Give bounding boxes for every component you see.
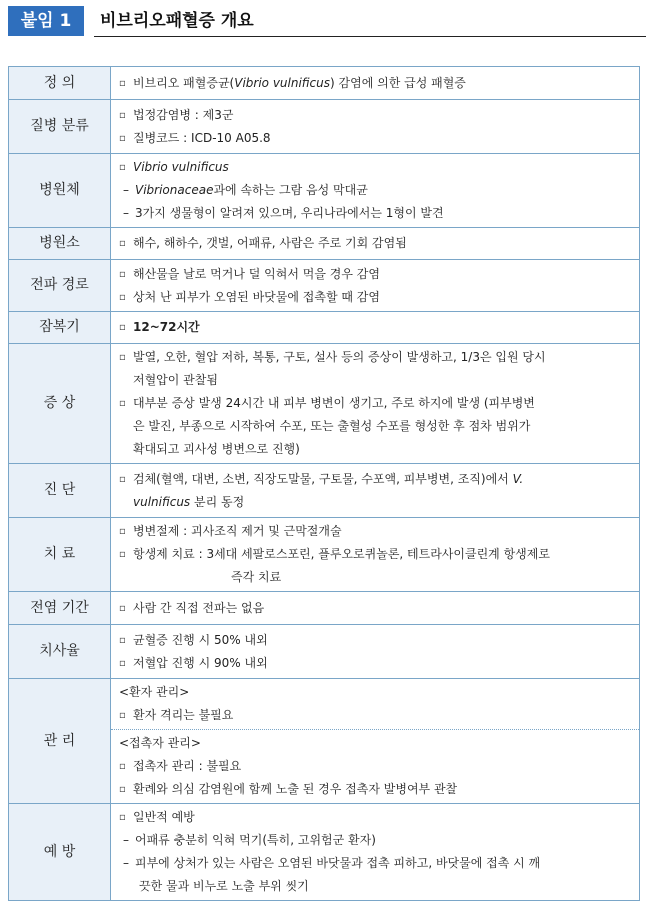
row-pathogen xyxy=(9,154,640,228)
content-contagious: ▫ 사람 간 직접 전파는 없음 xyxy=(111,592,640,625)
label-incubation: 잠복기 xyxy=(9,312,111,344)
row-transmission xyxy=(9,260,640,312)
row-definition xyxy=(9,67,640,100)
label-fatality: 치사율 xyxy=(9,625,111,679)
label-reservoir: 병원소 xyxy=(9,228,111,260)
label-classification: 질병 분류 xyxy=(9,100,111,154)
row-reservoir xyxy=(9,228,640,260)
row-contagious xyxy=(9,592,640,625)
label-transmission: 전파 경로 xyxy=(9,260,111,312)
section-divider xyxy=(111,729,639,730)
row-diagnosis xyxy=(9,464,640,518)
row-classification xyxy=(9,100,640,154)
content-management: <환자 관리> ▫ 환자 격리는 불필요 <접촉자 관리> ▫ 접촉자 관리 : 불필요 ▫ 환례와 의심 감염원에 함께 노출 된 경우 접촉자 발병여부 관찰 xyxy=(111,679,640,804)
content-incubation: ▫ 12~72시간 xyxy=(111,312,640,344)
label-symptoms: 증 상 xyxy=(9,344,111,464)
row-treatment xyxy=(9,518,640,592)
label-contagious: 전염 기간 xyxy=(9,592,111,625)
row-fatality xyxy=(9,625,640,679)
content-pathogen: ▫ Vibrio vulnificus – Vibrionaceae과에 속하는 그람 음성 막대균 – 3가지 생물형이 알려져 있으며, 우리나라에서는 1형이 발견 xyxy=(111,154,640,228)
content-treatment: ▫ 병변절제 : 괴사조직 제거 및 근막절개술 ▫ 항생제 치료 : 3세대 세팔로스포린, 플루오로퀴놀론, 테트라사이클린계 항생제로 즉각 치료 xyxy=(111,518,640,592)
content-transmission: ▫ 해산물을 날로 먹거나 덜 익혀서 먹을 경우 감염 ▫ 상처 난 피부가 오염된 바닷물에 접촉할 때 감염 xyxy=(111,260,640,312)
label-pathogen: 병원체 xyxy=(9,154,111,228)
label-treatment: 치 료 xyxy=(9,518,111,592)
content-diagnosis: ▫ 검체(혈액, 대변, 소변, 직장도말물, 구토물, 수포액, 피부병변, 조직)에서 V. vulnificus 분리 동정 xyxy=(111,464,640,518)
overview-table xyxy=(8,66,640,901)
content-reservoir: ▫ 해수, 해하수, 갯벌, 어패류, 사람은 주로 기회 감염됨 xyxy=(111,228,640,260)
content-classification: ▫ 법정감염병 : 제3군 ▫ 질병코드 : ICD-10 A05.8 xyxy=(111,100,640,154)
content-definition: ▫ 비브리오 패혈증균(Vibrio vulnificus) 감염에 의한 급성 패혈증 xyxy=(111,67,640,100)
content-fatality: ▫ 균혈증 진행 시 50% 내외 ▫ 저혈압 진행 시 90% 내외 xyxy=(111,625,640,679)
title-underline xyxy=(94,36,646,37)
content-prevention: ▫ 일반적 예방 – 어패류 충분히 익혀 먹기(특히, 고위험군 환자) – 피부에 상처가 있는 사람은 오염된 바닷물과 접촉 피하고, 바닷물에 접촉 시 깨 끗한 물과 비누로 노출 부위 씻기 xyxy=(111,804,640,901)
label-diagnosis: 진 단 xyxy=(9,464,111,518)
label-definition: 정 의 xyxy=(9,67,111,100)
row-prevention xyxy=(9,804,640,901)
label-prevention: 예 방 xyxy=(9,804,111,901)
document-header xyxy=(8,4,646,38)
attachment-badge: 붙임 1 xyxy=(8,6,84,36)
row-symptoms xyxy=(9,344,640,464)
content-symptoms: ▫ 발열, 오한, 혈압 저하, 복통, 구토, 설사 등의 증상이 발생하고, 1/3은 입원 당시 저혈압이 관찰됨 ▫ 대부분 증상 발생 24시간 내 피부 병변이 생기고, 주로 하지에 발생 (피부병변 은 발진, 부종으로 시작하여 수포, 또는 출혈성 수포를 형성한 후 점차 범위가 확대되고 괴사성 병변으로 진행) xyxy=(111,344,640,464)
label-management: 관 리 xyxy=(9,679,111,804)
page-title: 비브리오패혈증 개요 xyxy=(100,11,254,31)
row-management xyxy=(9,679,640,804)
row-incubation xyxy=(9,312,640,344)
